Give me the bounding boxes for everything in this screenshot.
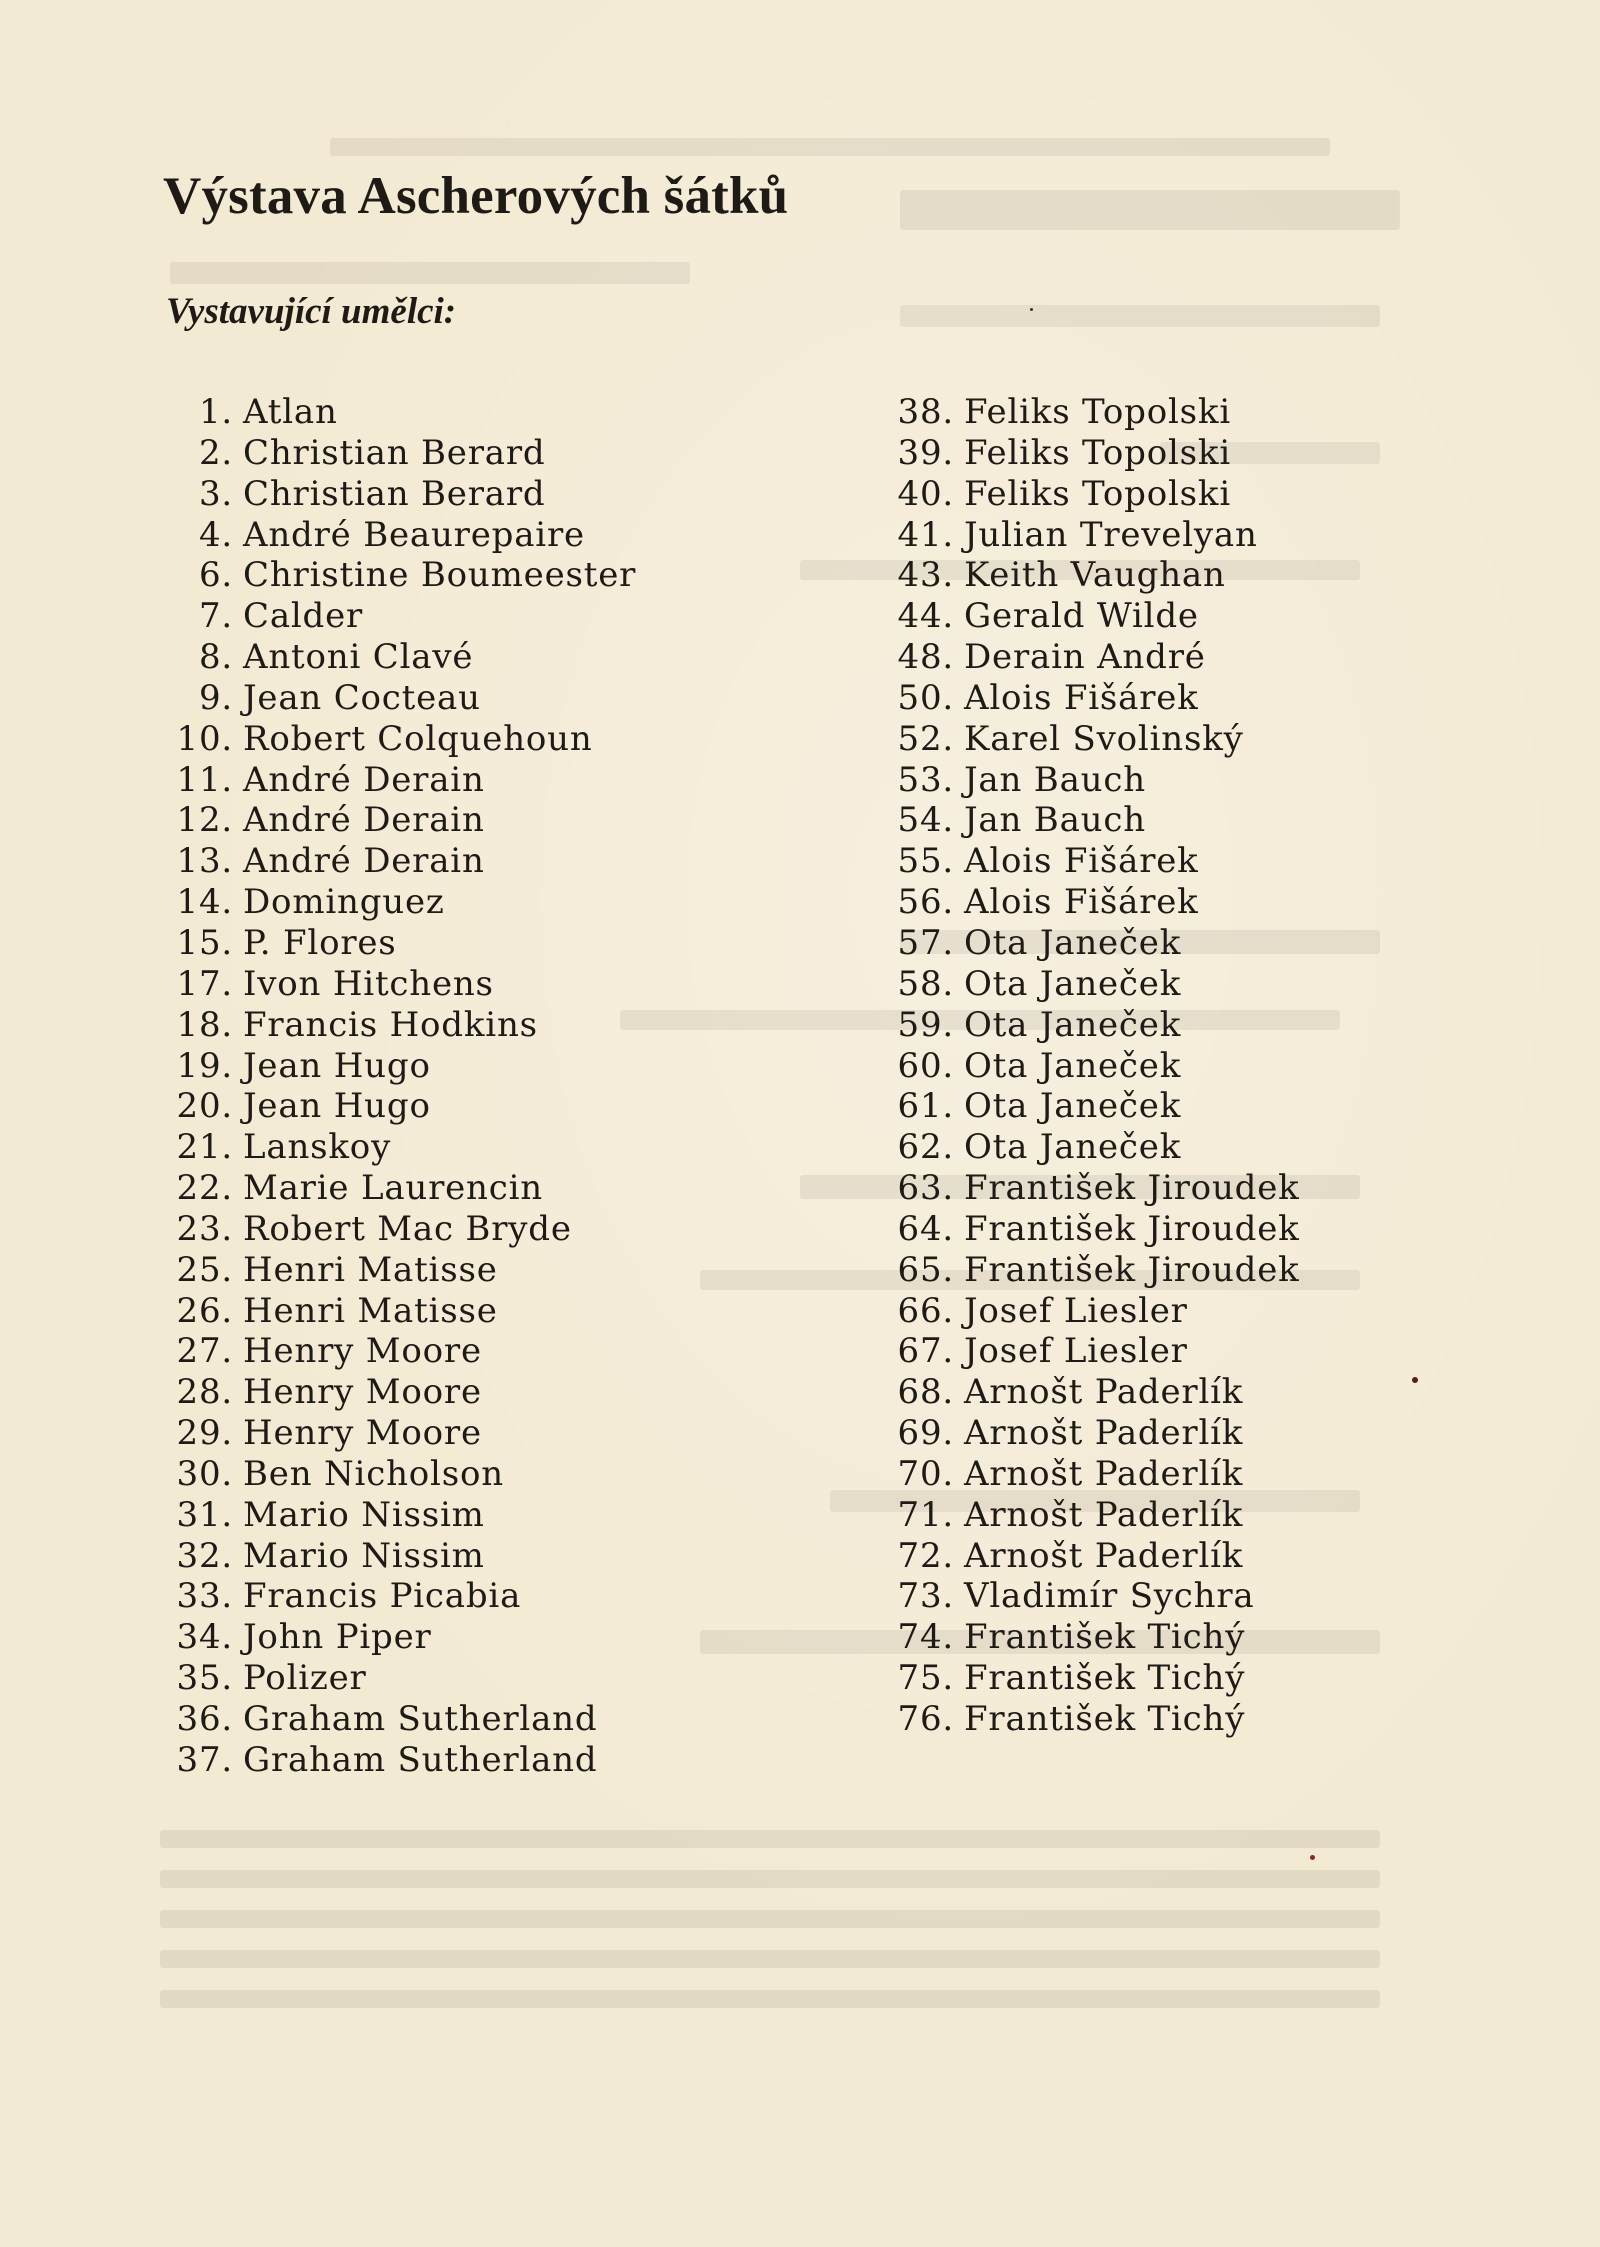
artist-list-item [883, 1291, 1300, 1332]
entry-number: 28. [176, 1372, 233, 1413]
entry-number: 14. [176, 882, 233, 923]
entry-number: 37. [176, 1739, 233, 1780]
entry-number: 59. [897, 1004, 954, 1045]
artist-name: Feliks Topolski [964, 432, 1231, 473]
paper-speck [1030, 308, 1033, 311]
artist-name: Henry Moore [243, 1372, 482, 1413]
entry-number: 1. [198, 392, 233, 432]
artist-list-item [162, 882, 636, 923]
artist-list-item [883, 637, 1300, 678]
entry-number: 13. [176, 841, 233, 882]
entry-number: 26. [176, 1290, 233, 1331]
entry-number: 36. [176, 1699, 233, 1739]
artist-list-item [162, 1291, 636, 1332]
artist-list-item [883, 882, 1300, 923]
artist-name: Francis Hodkins [243, 1004, 538, 1045]
artist-list-item [162, 1413, 636, 1454]
artist-name: Henri Matisse [243, 1249, 498, 1290]
artist-list-item [162, 433, 636, 474]
artist-list-item [162, 1127, 636, 1168]
artist-name: John Piper [243, 1617, 432, 1658]
artist-name: Arnošt Paderlík [964, 1453, 1244, 1494]
artist-list-item [883, 760, 1300, 801]
artist-list-item [162, 923, 636, 964]
entry-number: 75. [897, 1658, 954, 1699]
entry-number: 65. [897, 1249, 954, 1290]
artist-list-item [883, 1699, 1300, 1740]
artist-list-item [883, 474, 1300, 515]
entry-number: 3. [198, 473, 233, 514]
entry-number: 58. [897, 963, 954, 1004]
entry-number: 64. [897, 1208, 954, 1249]
artist-name: Christine Boumeester [243, 555, 637, 596]
artist-name: Ota Janeček [964, 1086, 1182, 1127]
entry-number: 32. [176, 1535, 233, 1576]
artist-name: Calder [243, 596, 364, 637]
artist-list-item [883, 1576, 1300, 1617]
entry-number: 44. [897, 596, 954, 637]
artist-name: Karel Svolinský [964, 718, 1244, 759]
entry-number: 29. [176, 1413, 233, 1454]
artist-list-item [883, 1046, 1300, 1087]
artist-list-item [883, 555, 1300, 596]
artist-name: Atlan [243, 392, 338, 432]
entry-number: 33. [176, 1576, 233, 1617]
artist-list-item [162, 1495, 636, 1536]
artist-list-item [162, 1699, 636, 1740]
artist-list-item [162, 1372, 636, 1413]
artist-name: František Tichý [964, 1658, 1246, 1699]
artist-list-item [883, 1209, 1300, 1250]
artist-name: Robert Mac Bryde [243, 1208, 572, 1249]
artist-list-item [162, 1168, 636, 1209]
artist-list-item [162, 1331, 636, 1372]
artist-list-item [162, 474, 636, 515]
artist-name: Christian Berard [243, 473, 546, 514]
artist-list-item [883, 392, 1300, 433]
artist-name: Henri Matisse [243, 1290, 498, 1331]
entry-number: 7. [198, 596, 233, 637]
entry-number: 76. [897, 1699, 954, 1739]
entry-number: 35. [176, 1658, 233, 1699]
entry-number: 63. [897, 1168, 954, 1209]
entry-number: 41. [897, 514, 954, 555]
artist-name: Jan Bauch [964, 800, 1146, 841]
artist-name: Alois Fišárek [964, 841, 1199, 882]
entry-number: 31. [176, 1494, 233, 1535]
entry-number: 38. [897, 392, 954, 432]
artist-name: František Tichý [964, 1699, 1246, 1739]
artist-list-item [883, 596, 1300, 637]
entry-number: 68. [897, 1372, 954, 1413]
artist-list-item [162, 1576, 636, 1617]
artist-name: André Derain [243, 841, 485, 882]
artist-name: Ota Janeček [964, 1045, 1182, 1086]
artist-name: Ben Nicholson [243, 1453, 504, 1494]
entry-number: 21. [176, 1127, 233, 1168]
artist-list-item [883, 1086, 1300, 1127]
entry-number: 11. [176, 759, 233, 800]
artist-name: P. Flores [243, 922, 397, 963]
artist-list-item [162, 1617, 636, 1658]
artist-name: Jean Hugo [243, 1045, 431, 1086]
artist-list-item [883, 1127, 1300, 1168]
artist-list-item [162, 760, 636, 801]
artist-list-item [883, 1658, 1300, 1699]
artist-list-item [162, 1005, 636, 1046]
entry-number: 15. [176, 922, 233, 963]
entry-number: 40. [897, 473, 954, 514]
paper-speck [1412, 1377, 1418, 1383]
entry-number: 55. [897, 841, 954, 882]
artist-list-item [162, 637, 636, 678]
artist-list-item [883, 678, 1300, 719]
artist-name: Ota Janeček [964, 1004, 1182, 1045]
artist-list-item [883, 1250, 1300, 1291]
entry-number: 61. [897, 1086, 954, 1127]
artist-list-item [162, 1740, 636, 1781]
artist-name: Ota Janeček [964, 1127, 1182, 1168]
entry-number: 60. [897, 1045, 954, 1086]
artist-list-item [162, 841, 636, 882]
artist-name: František Jiroudek [964, 1208, 1300, 1249]
artist-list-item [883, 515, 1300, 556]
entry-number: 39. [897, 432, 954, 473]
artist-name: Graham Sutherland [243, 1739, 598, 1780]
artist-list-left [162, 392, 636, 1781]
artist-list-item [162, 1086, 636, 1127]
entry-number: 19. [176, 1045, 233, 1086]
artist-name: Alois Fišárek [964, 882, 1199, 923]
entry-number: 23. [176, 1208, 233, 1249]
artist-list-item [162, 800, 636, 841]
artist-list-item [162, 1454, 636, 1495]
entry-number: 62. [897, 1127, 954, 1168]
artist-list-item [883, 964, 1300, 1005]
entry-number: 6. [198, 555, 233, 596]
entry-number: 20. [176, 1086, 233, 1127]
artist-name: Vladimír Sychra [964, 1576, 1255, 1617]
artist-list-item [883, 1413, 1300, 1454]
entry-number: 43. [897, 555, 954, 596]
artist-name: Graham Sutherland [243, 1699, 598, 1739]
artist-list-item [883, 1331, 1300, 1372]
artist-list-item [883, 841, 1300, 882]
entry-number: 56. [897, 882, 954, 923]
artist-list-item [162, 515, 636, 556]
artist-name: František Tichý [964, 1617, 1246, 1658]
artist-name: Alois Fišárek [964, 677, 1199, 718]
artist-list-item [883, 1168, 1300, 1209]
entry-number: 17. [176, 963, 233, 1004]
artist-list-item [162, 1046, 636, 1087]
entry-number: 10. [176, 718, 233, 759]
artist-list-item [162, 678, 636, 719]
artist-list-item [162, 1209, 636, 1250]
artist-list-item [883, 1617, 1300, 1658]
entry-number: 57. [897, 922, 954, 963]
paper-speck [1310, 1855, 1315, 1860]
artist-list-item [883, 1495, 1300, 1536]
artist-list-item [162, 964, 636, 1005]
artist-list-item [883, 923, 1300, 964]
artist-name: Jean Hugo [243, 1086, 431, 1127]
entry-number: 30. [176, 1453, 233, 1494]
entry-number: 4. [198, 514, 233, 555]
artist-list-item [162, 719, 636, 760]
page-title: Výstava Ascherových šátků [163, 167, 789, 225]
artist-name: Arnošt Paderlík [964, 1372, 1244, 1413]
entry-number: 73. [897, 1576, 954, 1617]
entry-number: 18. [176, 1004, 233, 1045]
artist-name: Francis Picabia [243, 1576, 522, 1617]
entry-number: 74. [897, 1617, 954, 1658]
artist-name: Arnošt Paderlík [964, 1535, 1244, 1576]
artist-list-item [883, 1536, 1300, 1577]
artist-list-item [162, 555, 636, 596]
artist-name: Henry Moore [243, 1413, 482, 1454]
artist-name: Feliks Topolski [964, 392, 1231, 432]
exhibitors-heading: Vystavující umělci: [166, 291, 457, 332]
entry-number: 8. [198, 637, 233, 678]
artist-name: Lanskoy [243, 1127, 392, 1168]
artist-name: Jean Cocteau [243, 677, 481, 718]
entry-number: 54. [897, 800, 954, 841]
entry-number: 50. [897, 677, 954, 718]
entry-number: 72. [897, 1535, 954, 1576]
artist-name: Josef Liesler [964, 1331, 1188, 1372]
artist-name: Antoni Clavé [243, 637, 474, 678]
artist-name: André Beaurepaire [243, 514, 585, 555]
artist-name: Henry Moore [243, 1331, 482, 1372]
artist-name: Jan Bauch [964, 759, 1146, 800]
artist-name: Mario Nissim [243, 1535, 485, 1576]
artist-list-item [883, 719, 1300, 760]
entry-number: 27. [176, 1331, 233, 1372]
artist-name: Arnošt Paderlík [964, 1494, 1244, 1535]
artist-name: Ota Janeček [964, 922, 1182, 963]
artist-name: Mario Nissim [243, 1494, 485, 1535]
artist-list-item [883, 433, 1300, 474]
artist-name: Ivon Hitchens [243, 963, 494, 1004]
artist-name: Gerald Wilde [964, 596, 1199, 637]
artist-name: André Derain [243, 800, 485, 841]
entry-number: 12. [176, 800, 233, 841]
artist-name: Robert Colquehoun [243, 718, 593, 759]
artist-name: František Jiroudek [964, 1249, 1300, 1290]
entry-number: 25. [176, 1249, 233, 1290]
artist-list-right [883, 392, 1300, 1740]
entry-number: 71. [897, 1494, 954, 1535]
entry-number: 66. [897, 1290, 954, 1331]
artist-name: Polizer [243, 1658, 367, 1699]
entry-number: 67. [897, 1331, 954, 1372]
entry-number: 9. [198, 677, 233, 718]
artist-name: František Jiroudek [964, 1168, 1300, 1209]
artist-name: André Derain [243, 759, 485, 800]
artist-list-item [162, 1658, 636, 1699]
entry-number: 69. [897, 1413, 954, 1454]
entry-number: 70. [897, 1453, 954, 1494]
entry-number: 22. [176, 1168, 233, 1209]
entry-number: 53. [897, 759, 954, 800]
entry-number: 48. [897, 637, 954, 678]
artist-name: Arnošt Paderlík [964, 1413, 1244, 1454]
artist-list-item [162, 392, 636, 433]
artist-name: Josef Liesler [964, 1290, 1188, 1331]
entry-number: 52. [897, 718, 954, 759]
artist-name: Ota Janeček [964, 963, 1182, 1004]
artist-list-item [883, 1372, 1300, 1413]
artist-name: Derain André [964, 637, 1206, 678]
artist-name: Feliks Topolski [964, 473, 1231, 514]
artist-name: Keith Vaughan [964, 555, 1226, 596]
artist-list-item [162, 1250, 636, 1291]
artist-list-item [162, 1536, 636, 1577]
artist-list-item [162, 596, 636, 637]
artist-name: Dominguez [243, 882, 445, 923]
entry-number: 2. [198, 432, 233, 473]
entry-number: 34. [176, 1617, 233, 1658]
artist-list-item [883, 1454, 1300, 1495]
artist-name: Julian Trevelyan [964, 514, 1258, 555]
artist-name: Christian Berard [243, 432, 546, 473]
artist-list-item [883, 1005, 1300, 1046]
artist-list-item [883, 800, 1300, 841]
artist-name: Marie Laurencin [243, 1168, 543, 1209]
